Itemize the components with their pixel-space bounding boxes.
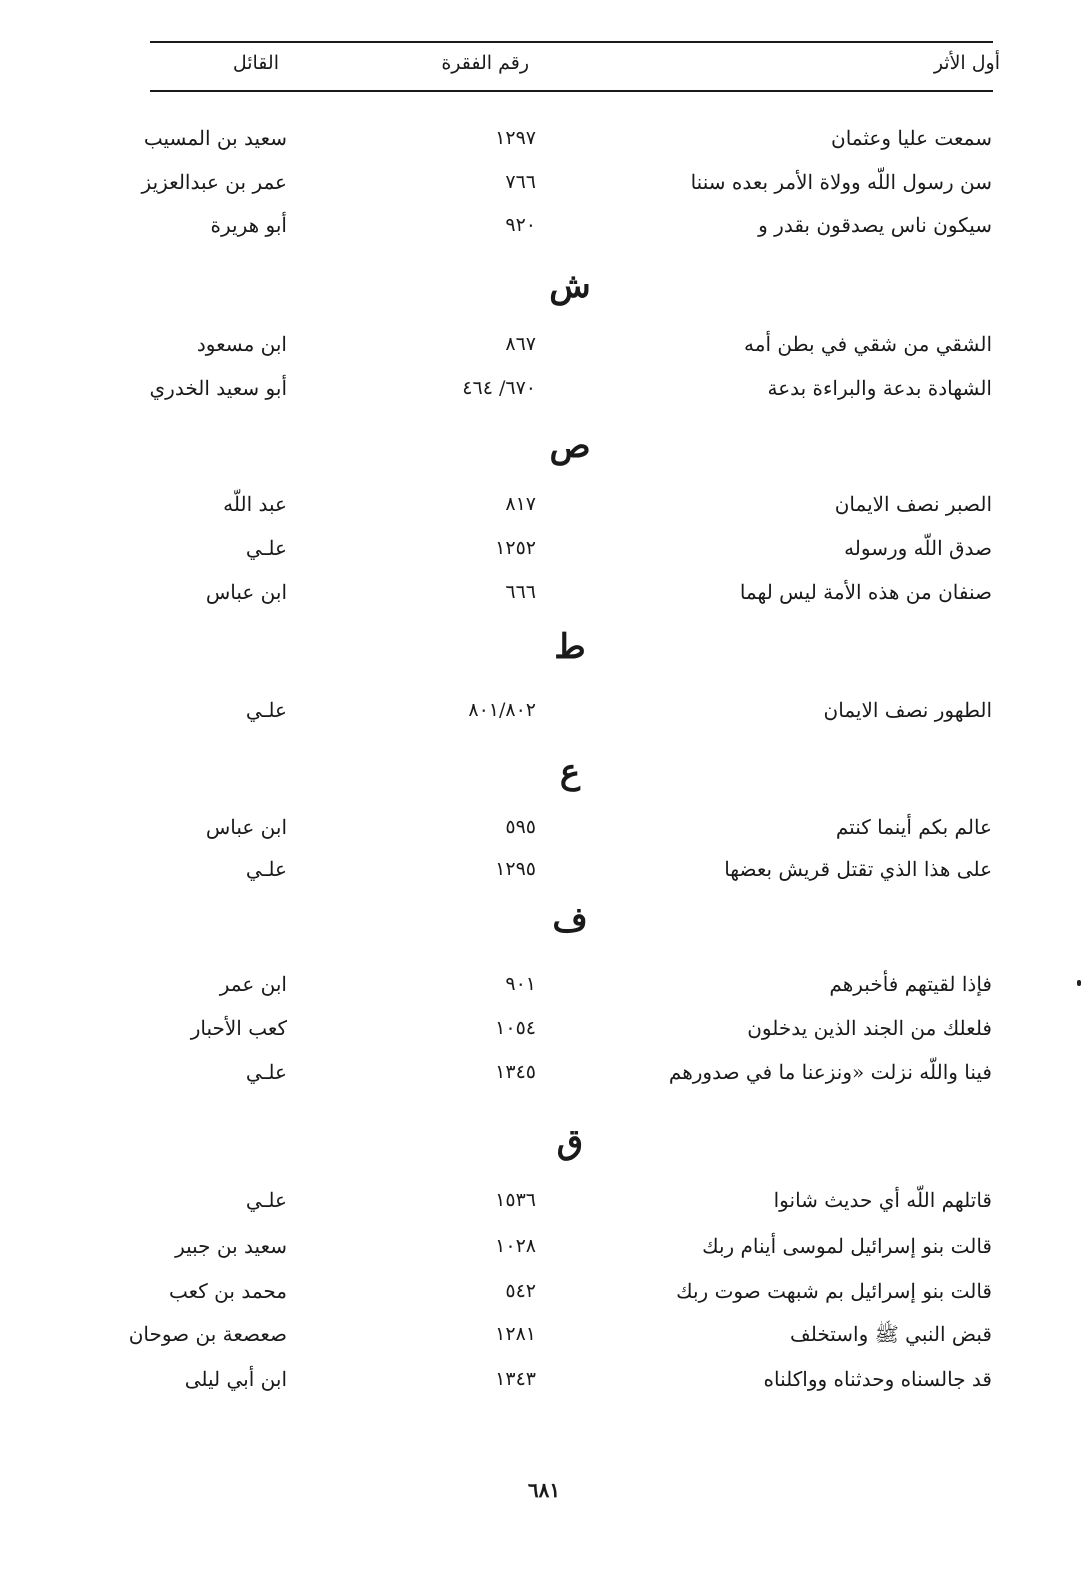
row-paragraph-number: ١٠٢٨ [495,1235,536,1257]
row-paragraph-number: ١٢٩٧ [495,127,536,149]
index-row [0,967,1089,1001]
index-row [0,1183,1089,1217]
row-paragraph-number: ١٢٩٥ [495,858,536,880]
index-row [0,1229,1089,1263]
section-letter: ع [559,752,581,792]
row-speaker: ابن أبي ليلى [184,1367,287,1391]
row-first-words: صدق اللّه ورسوله [844,536,992,560]
index-row [0,165,1089,199]
row-paragraph-number: ٨٠١/٨٠٢ [468,699,536,721]
row-first-words: سيكون ناس يصدقون بقدر و [758,213,992,237]
section-letter: ق [556,1122,584,1162]
index-row [0,1011,1089,1045]
row-speaker: أبو هريرة [210,213,287,237]
row-paragraph-number: ٦٧٠/ ٤٦٤ [462,377,536,399]
index-row [0,1362,1089,1396]
row-first-words: فينا واللّه نزلت «ونزعنا ما في صدورهم [668,1060,992,1084]
row-first-words: الطهور نصف الايمان [823,698,992,722]
row-speaker: علـي [245,1060,287,1084]
row-first-words: قاتلهم اللّه أي حديث شانوا [773,1188,992,1212]
index-row [0,371,1089,405]
scan-speck [1077,980,1081,986]
row-paragraph-number: ٧٦٦ [505,171,536,193]
header-bottom-rule [150,90,993,92]
row-speaker: علـي [245,1188,287,1212]
row-speaker: عبد اللّه [223,492,287,516]
index-row [0,531,1089,565]
section-letter: ص [549,426,591,466]
row-first-words: قد جالسناه وحدثناه وواكلناه [763,1367,992,1391]
row-paragraph-number: ٩٢٠ [505,214,536,236]
section-letter: ش [549,266,591,306]
index-row [0,487,1089,521]
row-first-words: الصبر نصف الايمان [834,492,992,516]
row-paragraph-number: ١٥٣٦ [495,1189,536,1211]
row-first-words: الشقي من شقي في بطن أمه [744,332,992,356]
row-speaker: علـي [245,536,287,560]
index-row [0,327,1089,361]
row-first-words: قبض النبي ﷺ واستخلف [790,1322,992,1346]
header-speaker: القائل [232,52,279,74]
row-paragraph-number: ١٠٥٤ [495,1017,536,1039]
index-row [0,208,1089,242]
row-speaker: علـي [245,857,287,881]
section-letter: ف [552,900,588,940]
row-speaker: ابن مسعود [196,332,287,356]
index-row [0,1055,1089,1089]
row-speaker: أبو سعيد الخدري [149,376,287,400]
index-row [0,1317,1089,1351]
row-first-words: الشهادة بدعة والبراءة بدعة [767,376,992,400]
row-first-words: فإذا لقيتهم فأخبرهم [829,972,992,996]
row-paragraph-number: ٦٦٦ [505,581,536,603]
row-first-words: عالم بكم أينما كنتم [835,815,992,839]
row-speaker: ابن عباس [205,815,287,839]
index-row [0,693,1089,727]
row-speaker: كعب الأحبار [190,1016,287,1040]
index-row [0,121,1089,155]
index-row [0,852,1089,886]
row-first-words: على هذا الذي تقتل قريش بعضها [724,857,992,881]
row-paragraph-number: ٩٠١ [505,973,536,995]
section-letter: ط [554,627,586,667]
row-speaker: عمر بن عبدالعزيز [141,170,287,194]
row-paragraph-number: ٨١٧ [505,493,536,515]
header-paragraph-number: رقم الفقرة [441,52,529,74]
row-paragraph-number: ٥٤٢ [505,1280,536,1302]
row-first-words: سن رسول اللّه وولاة الأمر بعده سننا [690,170,992,194]
row-paragraph-number: ١٣٤٣ [495,1368,536,1390]
row-first-words: قالت بنو إسرائيل بم شبهت صوت ربك [676,1279,992,1303]
row-speaker: سعيد بن جبير [175,1234,287,1258]
header-first-words: أول الأثر [933,52,1000,74]
index-row [0,810,1089,844]
row-speaker: علـي [245,698,287,722]
row-speaker: سعيد بن المسيب [143,126,287,150]
index-row [0,575,1089,609]
row-speaker: ابن عمر [219,972,287,996]
row-paragraph-number: ١٣٤٥ [495,1061,536,1083]
row-first-words: فلعلك من الجند الذين يدخلون [747,1016,992,1040]
row-first-words: قالت بنو إسرائيل لموسى أينام ربك [702,1234,992,1258]
row-speaker: ابن عباس [205,580,287,604]
row-paragraph-number: ١٢٥٢ [495,537,536,559]
index-row [0,1274,1089,1308]
row-paragraph-number: ٥٩٥ [505,816,536,838]
row-first-words: سمعت عليا وعثمان [831,126,992,150]
row-speaker: صعصعة بن صوحان [128,1322,287,1346]
row-paragraph-number: ٨٦٧ [505,333,536,355]
row-speaker: محمد بن كعب [169,1279,287,1303]
row-first-words: صنفان من هذه الأمة ليس لهما [739,580,992,604]
header-top-rule [150,41,993,43]
row-paragraph-number: ١٢٨١ [495,1323,536,1345]
page-number: ٦٨١ [527,1478,561,1502]
